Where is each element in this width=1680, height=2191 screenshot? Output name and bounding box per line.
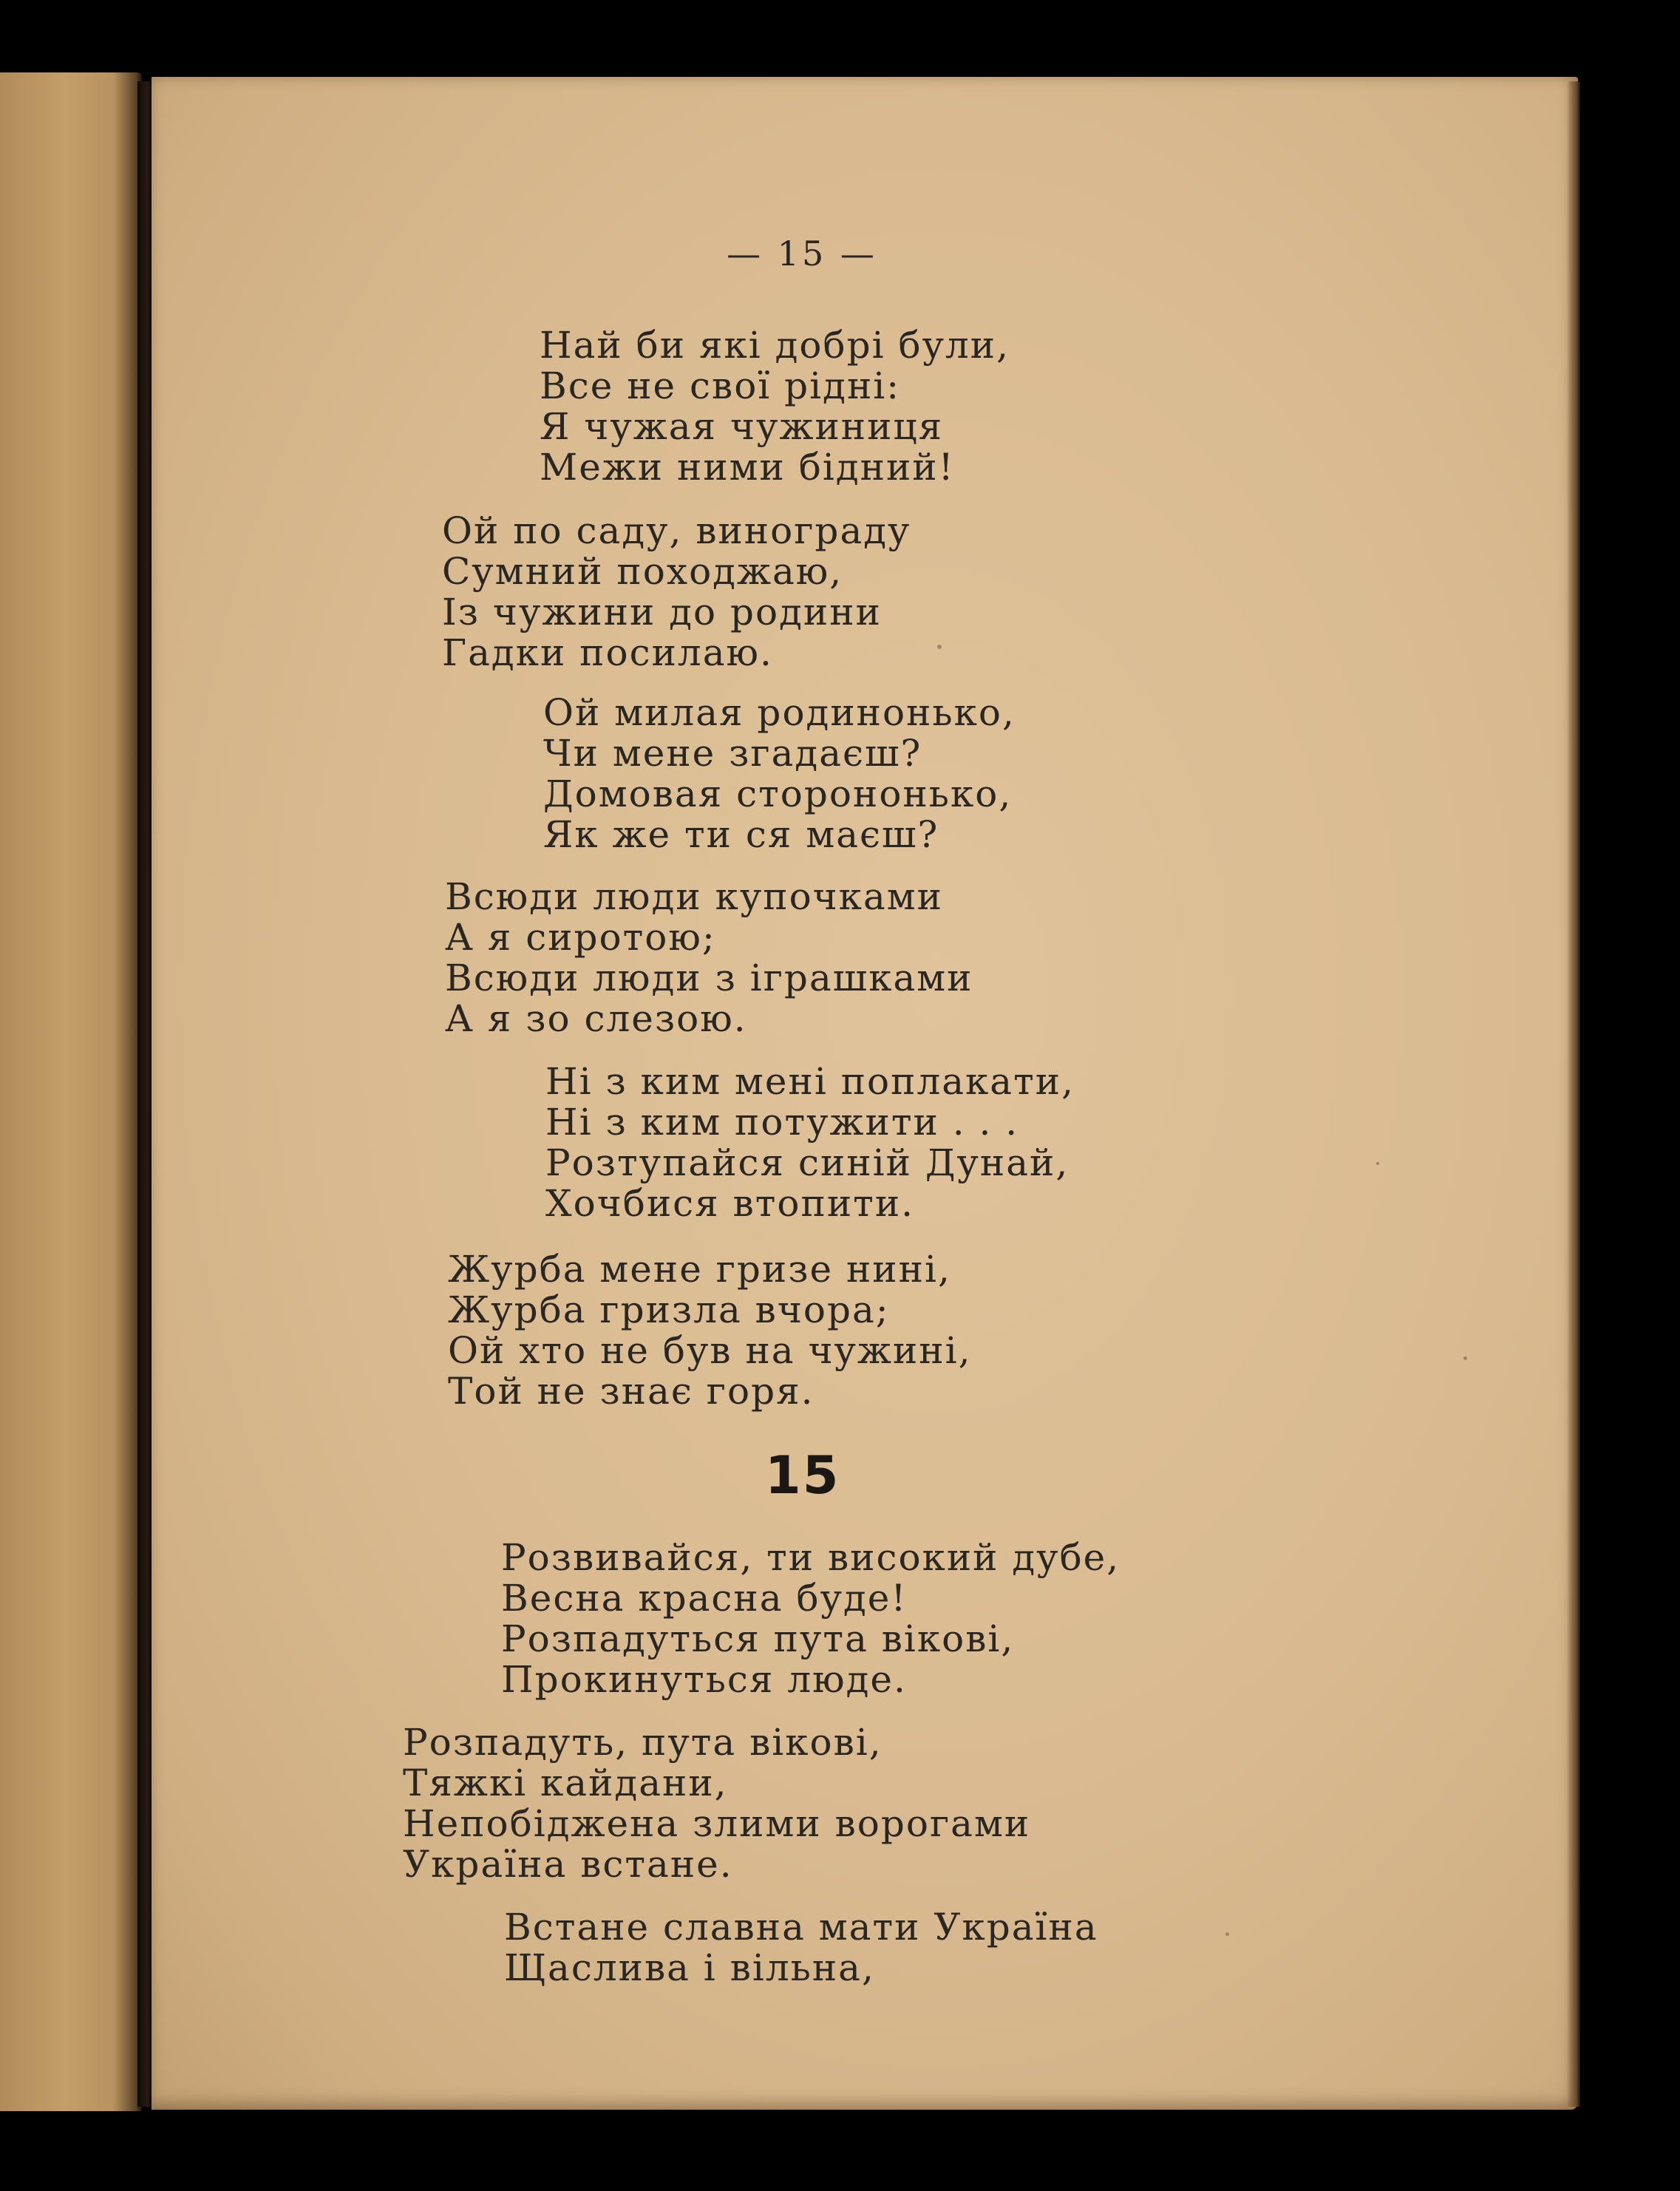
paper-speck bbox=[937, 645, 942, 649]
poem-line: Тяжкі кайдани, bbox=[403, 1762, 728, 1804]
running-page-number: — 15 — bbox=[727, 234, 877, 274]
paper-speck bbox=[1225, 1932, 1229, 1936]
stanza-2 bbox=[442, 511, 911, 673]
poem-line: Із чужини до родини bbox=[442, 591, 882, 633]
poem-line: Ой хто не був на чужині, bbox=[448, 1329, 972, 1372]
poem-line: Розпадуть, пута вікові, bbox=[403, 1721, 882, 1764]
poem-line: Прокинуться люде. bbox=[501, 1658, 907, 1701]
poem-line: Той не знає горя. bbox=[448, 1370, 815, 1413]
paper-speck bbox=[1463, 1356, 1467, 1360]
poem-line: Всюди люди з іграшками bbox=[445, 957, 973, 999]
stanza-9 bbox=[504, 1907, 1098, 1988]
poem-line: Все не свої рідні: bbox=[540, 364, 901, 407]
stanza-3 bbox=[543, 693, 1016, 855]
facing-page-edge bbox=[0, 72, 142, 2111]
poem-line: Непобіджена злими ворогами bbox=[403, 1802, 1031, 1845]
poem-line: Розтупайся синій Дунай, bbox=[545, 1141, 1069, 1184]
poem-line: Ой милая родинонько, bbox=[543, 691, 1016, 734]
stanza-4 bbox=[445, 877, 973, 1039]
poem-line: Щаслива і вільна, bbox=[504, 1946, 875, 1989]
poem-line: Гадки посилаю. bbox=[442, 631, 773, 674]
stanza-7 bbox=[501, 1538, 1120, 1700]
poem-number-heading: 15 bbox=[765, 1445, 840, 1506]
poem-line: Встане славна мати Україна bbox=[504, 1906, 1098, 1949]
poem-line: Межи ними бідний! bbox=[540, 446, 955, 489]
poem-line: Весна красна буде! bbox=[501, 1577, 908, 1620]
poem-line: Ні з ким мені поплакати, bbox=[545, 1060, 1075, 1103]
poem-line: Чи мене згадаєш? bbox=[543, 732, 922, 775]
poem-line: Журба мене гризе нині, bbox=[448, 1248, 951, 1291]
poem-line: Журба гризла вчора; bbox=[448, 1288, 890, 1331]
poem-line: Україна встане. bbox=[403, 1843, 733, 1886]
poem-line: Як же ти ся маєш? bbox=[543, 813, 939, 856]
poem-line: А я сиротою; bbox=[445, 916, 716, 959]
poem-line: Ні з ким потужити . . . bbox=[545, 1101, 1019, 1144]
page-right-edge bbox=[1567, 81, 1580, 2107]
poem-line: Розвивайся, ти високий дубе, bbox=[501, 1536, 1120, 1579]
poem-line: Розпадуться пута вікові, bbox=[501, 1617, 1015, 1660]
stanza-8 bbox=[403, 1722, 1030, 1885]
stanza-1 bbox=[540, 325, 1010, 488]
stanza-6 bbox=[448, 1249, 971, 1412]
poem-line: Ой по саду, винограду bbox=[442, 509, 911, 552]
paper-speck bbox=[1376, 1162, 1379, 1165]
poem-line: Всюди люди купочками bbox=[445, 875, 944, 918]
stanza-5 bbox=[545, 1061, 1075, 1224]
poem-line: Я чужая чужиниця bbox=[540, 405, 944, 448]
poem-line: Най би які добрі були, bbox=[540, 324, 1010, 367]
poem-line: А я зо слезою. bbox=[445, 997, 747, 1040]
poem-line: Сумний походжаю, bbox=[442, 550, 843, 593]
poem-line: Хочбися втопити. bbox=[545, 1182, 915, 1225]
poem-line: Домовая сторононько, bbox=[543, 772, 1013, 815]
